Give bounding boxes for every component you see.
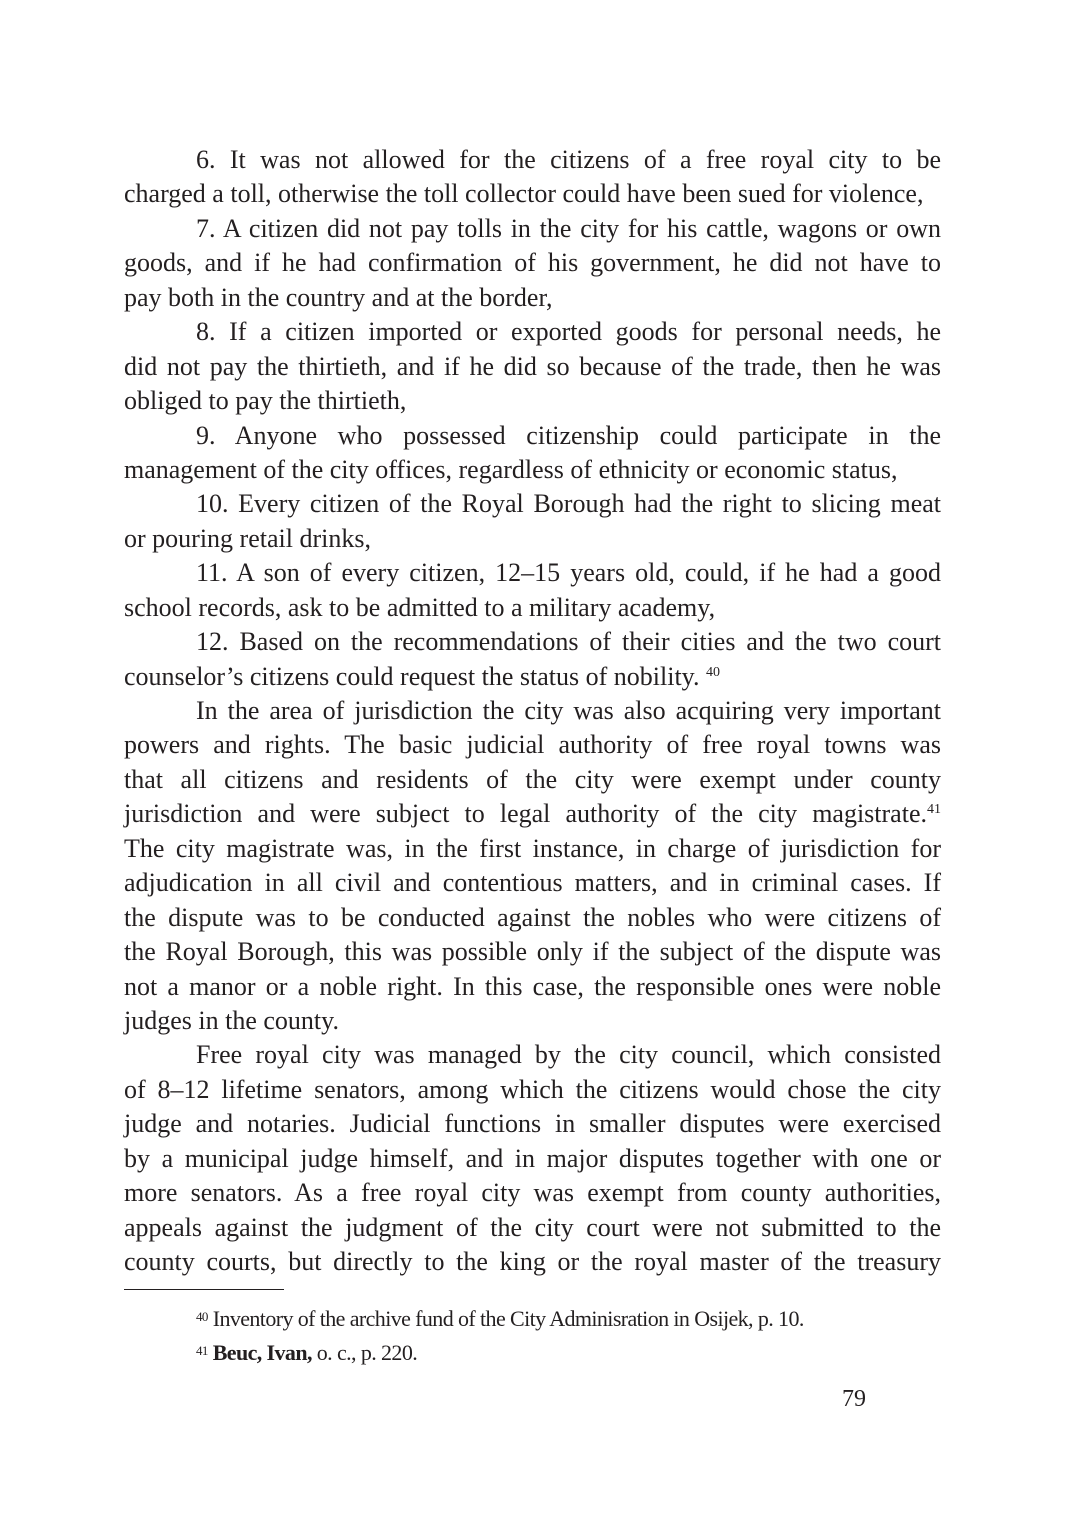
- line-text: did not pay the thirtieth, and if he did so because of the trade, then he was: [124, 351, 941, 381]
- paragraph: [124, 143, 941, 212]
- text-line: [124, 591, 941, 625]
- text-line: [124, 1107, 941, 1141]
- paragraph: [124, 625, 941, 694]
- text-line: [124, 694, 941, 728]
- text-line: [124, 1038, 941, 1072]
- footnote-separator: [124, 1289, 284, 1290]
- footnote-reference[interactable]: 40: [706, 664, 720, 680]
- paragraph: [124, 315, 941, 418]
- line-text: 11. A son of every citizen, 12–15 years old, could, if he had a good: [196, 558, 941, 588]
- line-text: pay both in the country and at the border,: [124, 282, 553, 312]
- line-text: 12. Based on the recommendations of their cities and the two court: [196, 627, 941, 657]
- line-text: of 8–12 lifetime senators, among which the citizens would chose the city: [124, 1074, 941, 1104]
- text-line: [124, 660, 941, 694]
- line-text: jurisdiction and were subject to legal authority of the city magistrate.: [124, 799, 927, 829]
- line-text: In the area of jurisdiction the city was also acquiring very important: [196, 696, 941, 725]
- line-text: not a manor or a noble right. In this case, the responsible ones were noble: [124, 971, 941, 1001]
- text-line: [124, 832, 941, 866]
- text-line: [124, 1245, 941, 1279]
- line-text: judge and notaries. Judicial functions in smaller disputes were exercised: [124, 1109, 941, 1139]
- line-text: appeals against the judgment of the city court were not submitted to the: [124, 1212, 941, 1242]
- text-line: [124, 970, 941, 1004]
- text-line: [124, 1176, 941, 1210]
- line-text: by a municipal judge himself, and in major disputes together with one or: [124, 1143, 941, 1173]
- text-line: [124, 246, 941, 280]
- line-text: charged a toll, otherwise the toll collector could have been sued for violence,: [124, 179, 924, 209]
- line-text: more senators. As a free royal city was exempt from county authorities,: [124, 1178, 941, 1208]
- paragraph: [124, 1038, 941, 1279]
- line-text: judges in the county.: [124, 1005, 339, 1035]
- text-line: [124, 763, 941, 797]
- text-line: [124, 901, 941, 935]
- line-text: the Royal Borough, this was possible only if the subject of the dispute was: [124, 937, 941, 967]
- text-line: [124, 1142, 941, 1176]
- text-line: [124, 522, 941, 556]
- text-line: [124, 487, 941, 521]
- line-text: the dispute was to be conducted against the nobles who were citizens of: [124, 902, 941, 932]
- line-text: management of the city offices, regardless of ethnicity or economic status,: [124, 454, 898, 484]
- line-text: school records, ask to be admitted to a military academy,: [124, 592, 716, 622]
- body-text: [124, 143, 941, 1279]
- page-number: 79: [842, 1386, 866, 1412]
- text-line: [124, 556, 941, 590]
- text-line: [124, 625, 941, 659]
- text-line: [124, 419, 941, 453]
- footnote-41: [196, 1336, 804, 1370]
- line-text: powers and rights. The basic judicial authority of free royal towns was: [124, 730, 941, 760]
- text-line: [124, 935, 941, 969]
- text-line: [124, 797, 941, 831]
- line-text: counselor’s citizens could request the status of nobility.: [124, 661, 700, 691]
- line-text: 10. Every citizen of the Royal Borough had the right to slicing meat: [196, 489, 941, 519]
- line-text: adjudication in all civil and contentious matters, and in criminal cases. If: [124, 868, 941, 898]
- text-line: [124, 1004, 941, 1038]
- text-line: [124, 177, 941, 211]
- footnote-author: Beuc, Ivan,: [212, 1340, 312, 1365]
- paragraph: [124, 419, 941, 488]
- text-line: [124, 143, 941, 177]
- line-text: 9. Anyone who possessed citizenship could participate in the: [196, 420, 941, 450]
- line-text: goods, and if he had confirmation of his government, he did not have to: [124, 248, 941, 278]
- line-text: or pouring retail drinks,: [124, 523, 371, 553]
- line-text: Free royal city was managed by the city council, which consisted: [196, 1040, 941, 1070]
- text-line: [124, 866, 941, 900]
- text-line: [124, 453, 941, 487]
- text-line: [124, 350, 941, 384]
- footnote-number: 41: [196, 1343, 208, 1358]
- text-line: [124, 1211, 941, 1245]
- line-text: The city magistrate was, in the first instance, in charge of jurisdiction for: [124, 833, 941, 863]
- line-text: that all citizens and residents of the city were exempt under county: [124, 764, 941, 794]
- text-line: [124, 281, 941, 315]
- paragraph: [124, 694, 941, 1038]
- paragraph: [124, 212, 941, 315]
- line-text: 8. If a citizen imported or exported goods for personal needs, he: [196, 317, 941, 347]
- line-text: 6. It was not allowed for the citizens of a free royal city to be: [196, 145, 941, 174]
- paragraph: [124, 556, 941, 625]
- text-line: [124, 728, 941, 762]
- line-text: obliged to pay the thirtieth,: [124, 386, 407, 416]
- line-text: county courts, but directly to the king or the royal master of the treasury: [124, 1247, 941, 1276]
- text-line: [124, 315, 941, 349]
- text-line: [124, 384, 941, 418]
- footnote-text: o. c., p. 220.: [311, 1340, 418, 1365]
- paragraph: [124, 487, 941, 556]
- footnote-40: [196, 1302, 804, 1336]
- footnote-reference[interactable]: 41: [927, 802, 941, 818]
- footnotes: [196, 1302, 804, 1370]
- footnote-number: 40: [196, 1309, 208, 1324]
- line-text: 7. A citizen did not pay tolls in the city for his cattle, wagons or own: [196, 213, 941, 243]
- text-line: [124, 212, 941, 246]
- footnote-text: Inventory of the archive fund of the City Adminisration in Osijek, p. 10.: [212, 1306, 804, 1331]
- text-line: [124, 1073, 941, 1107]
